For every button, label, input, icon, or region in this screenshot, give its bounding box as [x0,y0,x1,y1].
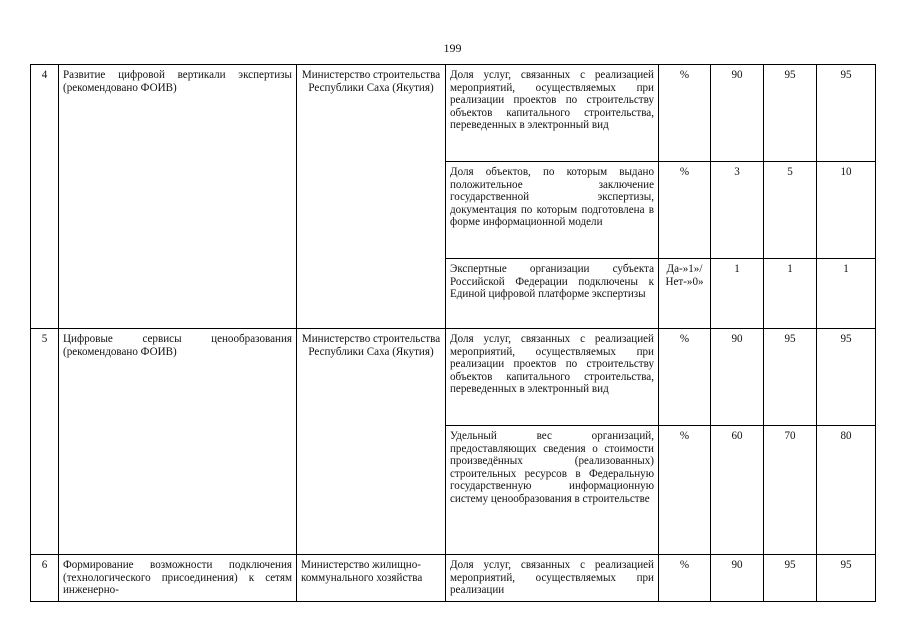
indicator-unit: Да-»1»/Нет-»0» [659,259,711,329]
indicator-text: Доля услуг, связанных с реализацией мероприятий, осуществляемых при реализации проектов по строительству объектов капитального строительства, переведенных в электронный вид [446,65,659,162]
indicator-value-2: 95 [764,65,817,162]
responsible-organization: Министерство строительства Республики Саха (Якутия) [297,65,446,329]
indicator-text: Доля услуг, связанных с реализацией мероприятий, осуществляемых при реализации [446,555,659,602]
indicator-value-1: 3 [711,162,764,259]
responsible-organization: Министерство жилищно-коммунального хозяйства [297,555,446,602]
indicator-value-3: 95 [817,329,876,426]
indicator-value-3: 95 [817,555,876,602]
indicator-unit: % [659,162,711,259]
event-name: Формирование возможности подключения (технологического присоединения) к сетям инженерно- [59,555,297,602]
indicator-unit: % [659,329,711,426]
indicator-value-1: 1 [711,259,764,329]
indicator-text: Доля услуг, связанных с реализацией мероприятий, осуществляемых при реализации проектов по строительству объектов капитального строительства, переведенных в электронный вид [446,329,659,426]
indicators-table [30,64,876,602]
table-row [31,329,876,426]
event-name: Цифровые сервисы ценообразования (рекомендовано ФОИВ) [59,329,297,555]
indicator-value-3: 1 [817,259,876,329]
indicator-text: Удельный вес организаций, предоставляющих сведения о стоимости произведённых (реализованных) строительных ресурсов в Федеральную государственную информационную систему ценообразования в строительстве [446,426,659,555]
indicator-value-3: 10 [817,162,876,259]
indicator-value-2: 1 [764,259,817,329]
indicator-value-3: 80 [817,426,876,555]
indicator-unit: % [659,426,711,555]
indicator-value-1: 90 [711,329,764,426]
indicator-unit: % [659,555,711,602]
table-row [31,65,876,162]
indicator-unit: % [659,65,711,162]
indicator-value-1: 90 [711,555,764,602]
indicator-text: Экспертные организации субъекта Российской Федерации подключены к Единой цифровой платформе экспертизы [446,259,659,329]
event-name: Развитие цифровой вертикали экспертизы (рекомендовано ФОИВ) [59,65,297,329]
page-number: 199 [443,41,462,55]
indicator-value-1: 90 [711,65,764,162]
row-number: 5 [31,329,59,555]
indicator-text: Доля объектов, по которым выдано положительное заключение государственной экспертизы, документация по которым подготовлена в форме информационной модели [446,162,659,259]
responsible-organization: Министерство строительства Республики Саха (Якутия) [297,329,446,555]
indicator-value-2: 95 [764,329,817,426]
table-row [31,555,876,602]
indicator-value-2: 70 [764,426,817,555]
indicator-value-2: 95 [764,555,817,602]
row-number: 6 [31,555,59,602]
row-number: 4 [31,65,59,329]
indicator-value-1: 60 [711,426,764,555]
indicator-value-3: 95 [817,65,876,162]
indicator-value-2: 5 [764,162,817,259]
